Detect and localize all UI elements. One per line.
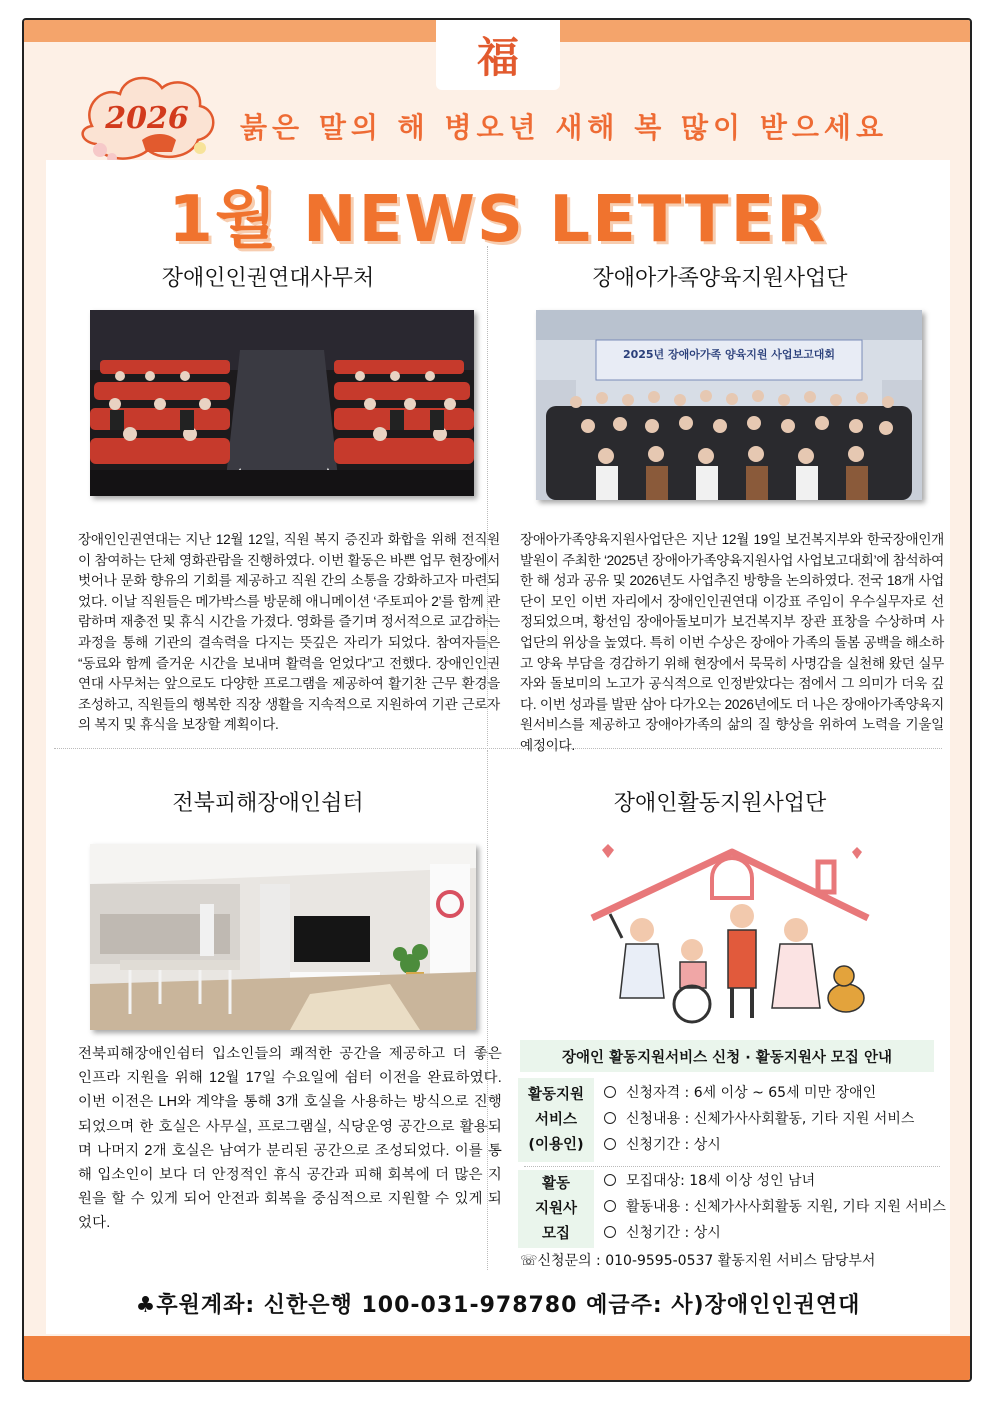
circle-bullet-icon bbox=[604, 1112, 616, 1124]
movie-theater-photo bbox=[90, 310, 474, 496]
newsletter-frame bbox=[22, 18, 972, 1382]
label-line: 서비스 bbox=[534, 1111, 578, 1128]
info-item: 신청자격 : 6세 이상 ~ 65세 미만 장애인 bbox=[604, 1082, 876, 1102]
circle-bullet-icon bbox=[604, 1226, 616, 1238]
fuku-tab bbox=[436, 20, 560, 90]
circle-bullet-icon bbox=[604, 1200, 616, 1212]
caregiver-recruit-info bbox=[518, 1168, 946, 1248]
contact-info: ☏신청문의 : 010-9595-0537 활동지원 서비스 담당부서 bbox=[520, 1253, 876, 1269]
activity-support-illustration bbox=[582, 838, 878, 1028]
info-item: 모집대상: 18세 이상 성인 남녀 bbox=[604, 1170, 815, 1190]
info-item: 활동내용 : 신체가사사회활동 지원, 기타 지원 서비스 bbox=[604, 1196, 946, 1216]
family-article-text: 장애아가족양육지원사업단은 지난 12월 19일 보건복지부와 한국장애인개발원이 주최한 ‘2025년 장애아가족양육지원사업 사업보고대회’에 참석하여 한 해 성과 공유 및 2026년도 사업추진 방향을 논의하였다. 전국 18개 사업단이 모인 이번 자리에서 장애인인권연대 이강표 주임이 우수실무자로 선정되었으며, 황선임 장애아돌보미가 보건복지부 장관 표창을 수상하며 사업단의 위상을 높였다. 특히 이번 수상은 장애아 가족의 돌봄 공백을 해소하고 양육 부담을 경감하기 위해 현장에서 묵묵히 사명감을 실천해 왔던 실무자와 돌보미의 노고가 공식적으로 인정받았다는 점에서 그 의미가 더욱 깊다. 이번 성과를 발판 삼아 다가오는 2026년에도 더 나은 장애아가족양육지원서비스를 제공하고 장애아가족의 삶의 질 향상을 위하여 노력을 기울일 예정이다. bbox=[520, 532, 944, 753]
new-year-greeting: 붉은 말의 해 병오년 새해 복 많이 받으세요 bbox=[239, 111, 889, 144]
group-photo-illustration bbox=[536, 310, 922, 500]
new-year-2026-logo bbox=[72, 66, 222, 170]
content-panel bbox=[46, 160, 950, 1334]
circle-bullet-icon bbox=[604, 1174, 616, 1186]
shelter-interior-illustration bbox=[90, 844, 476, 1030]
fuku-character: 福 bbox=[476, 33, 519, 82]
info-divider bbox=[524, 1166, 940, 1167]
service-user-info bbox=[518, 1078, 938, 1162]
movie-theater-illustration bbox=[90, 310, 474, 496]
photo-banner-text: 2025년 장애아가족 양육지원 사업보고대회 bbox=[622, 348, 836, 361]
donation-account: ♣후원계좌: 신한은행 100-031-978780 예금주: 사)장애인인권연대 bbox=[135, 1293, 861, 1318]
shelter-interior-photo bbox=[90, 844, 476, 1030]
circle-bullet-icon bbox=[604, 1086, 616, 1098]
label-line: 지원사 bbox=[534, 1200, 578, 1217]
activity-notice-title: 장애인 활동지원서비스 신청 · 활동지원사 모집 안내 bbox=[520, 1040, 934, 1072]
section-title-office: 장애인인권연대사무처 bbox=[161, 266, 375, 291]
label-line: 모집 bbox=[541, 1225, 570, 1242]
section-title-family: 장애아가족양육지원사업단 bbox=[592, 266, 848, 291]
caregiver-recruit-label bbox=[518, 1170, 594, 1248]
service-user-label bbox=[518, 1078, 594, 1162]
label-line: (이용인) bbox=[528, 1136, 584, 1153]
logo-year-text: 2026 bbox=[105, 101, 189, 136]
label-line: 활동지원 bbox=[527, 1086, 585, 1103]
bottom-stripe bbox=[24, 1336, 970, 1380]
shelter-article-text: 전북피해장애인쉼터 입소인들의 쾌적한 공간을 제공하고 더 좋은 인프라 지원을 위해 12월 17일 수요일에 쉼터 이전을 완료하였다. 이번 이전은 LH와 계약을 통해 3개 호실을 사용하는 방식으로 진행되었으며 한 호실은 사무실, 프로그램실, 식당운영 공간으로 활용되며 나머지 2개 호실은 남여가 분리된 공간으로 조성되었다. 이를 통해 입소인이 보다 더 안정적인 휴식 공간과 피해 회복에 더 많은 지원을 할 수 있게 되어 안전과 회복을 중심적으로 지원할 수 있게 되었다. bbox=[78, 1046, 502, 1232]
office-article-text: 장애인인권연대는 지난 12월 12일, 직원 복지 증진과 화합을 위해 전직원이 참여하는 단체 영화관람을 진행하였다. 이번 활동은 바쁜 업무 현장에서 벗어나 문화 향유의 기회를 제공하고 직원 간의 소통을 강화하고자 마련되었다. 이날 직원들은 메가박스를 방문해 애니메이션 ‘주토피아 2’를 함께 관람하며 재충전 및 휴식 시간을 가졌다. 영화를 즐기며 정서적으로 교감하는 과정을 통해 기관의 결속력을 다지는 뜻깊은 자리가 되었다. 참여자들은 “동료와 함께 즐거운 시간을 보내며 활력을 얻었다”고 전했다. 장애인인권연대 사무처는 앞으로도 다양한 프로그램을 제공하여 활기찬 근무 환경을 조성하고, 직원들의 행복한 직장 생활을 지속적으로 지원하여 기관 근로자의 복지 및 휴식을 보장할 계획이다. bbox=[78, 532, 500, 733]
section-title-activity: 장애인활동지원사업단 bbox=[613, 791, 827, 816]
info-item: 신청내용 : 신체가사사회활동, 기타 지원 서비스 bbox=[604, 1108, 914, 1128]
newsletter-title: 1월 NEWS LETTER bbox=[168, 183, 828, 257]
circle-bullet-icon bbox=[604, 1138, 616, 1150]
label-line: 활동 bbox=[541, 1175, 570, 1192]
info-item: 신청기간 : 상시 bbox=[604, 1222, 721, 1242]
info-item: 신청기간 : 상시 bbox=[604, 1134, 721, 1154]
family-support-group-photo bbox=[536, 310, 922, 500]
caregivers-house-illustration bbox=[582, 838, 878, 1028]
section-title-shelter: 전북피해장애인쉼터 bbox=[172, 791, 364, 816]
